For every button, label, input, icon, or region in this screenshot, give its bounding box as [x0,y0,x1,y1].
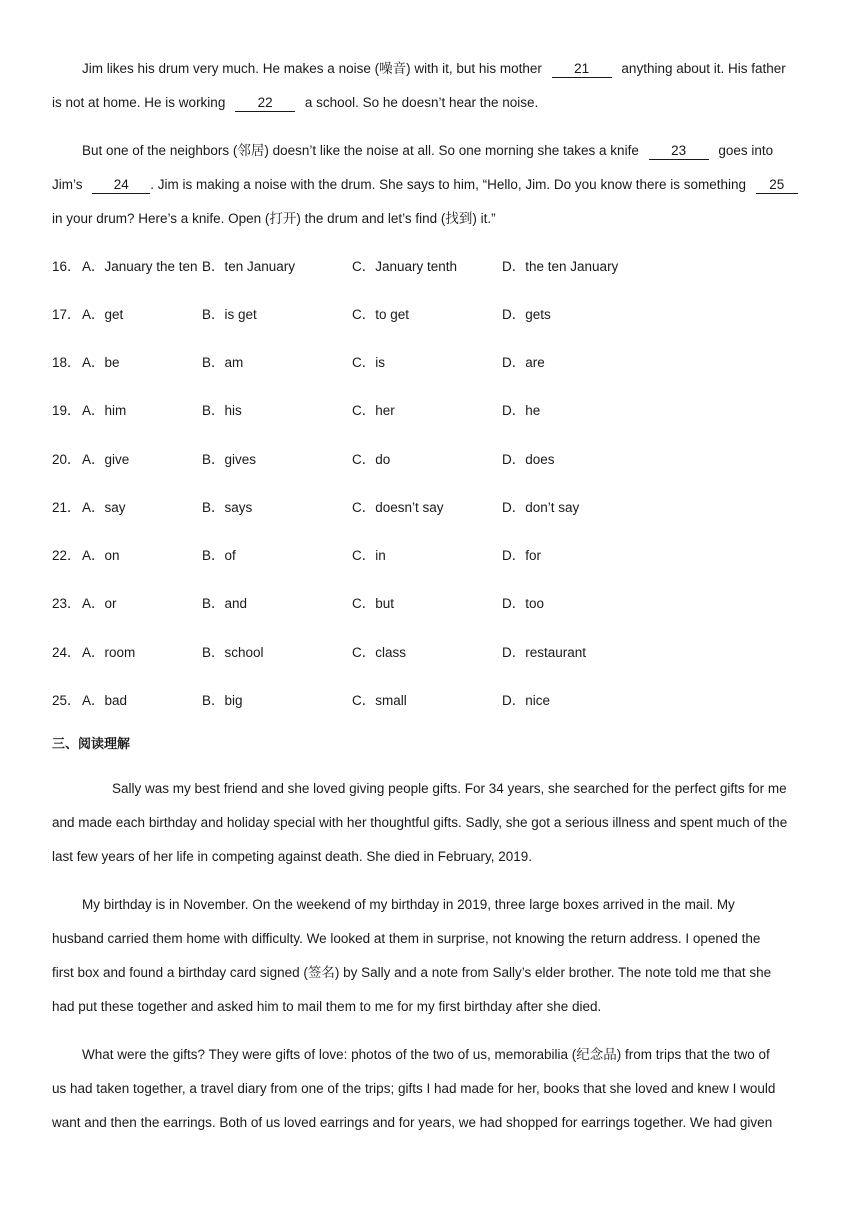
option-d[interactable]: D．gets [502,307,551,322]
cloze-text: a school. So he doesn’t hear the noise. [304,95,539,110]
option-b[interactable]: B．ten January [202,259,296,274]
cloze-text: Jim’s [52,177,83,192]
option-a[interactable]: A．on [82,548,120,563]
option-d[interactable]: D．does [502,452,555,467]
reading-p1-line1: Sally was my best friend and she loved giving people gifts. For 34 years, she searched for the perfect gifts for me [112,781,787,796]
option-c[interactable]: C．January tenth [352,259,458,274]
option-a[interactable]: A．January the ten [82,259,198,274]
question-number: 25． [52,693,81,708]
option-b[interactable]: B．school [202,645,264,660]
option-c[interactable]: C．is [352,355,385,370]
cloze-text: anything about it. His father [621,61,786,76]
reading-p2-line2: husband carried them home with difficulty. We looked at them in surprise, not knowing the return address. I opened the [52,931,761,946]
option-d[interactable]: D．don’t say [502,500,580,515]
cloze-p2-line2 [52,175,798,195]
question-number: 21． [52,500,81,515]
blank-24: 24 [92,177,150,194]
blank-23: 23 [649,143,709,160]
cloze-text: . Jim is making a noise with the drum. She says to him, “Hello, Jim. Do you know there is something [150,177,747,192]
blank-25: 25 [756,177,798,194]
option-d[interactable]: D．nice [502,693,551,708]
reading-p1-line2: and made each birthday and holiday special with her thoughtful gifts. Sadly, she got a serious illness and spent much of the [52,815,788,830]
cloze-p1-line1 [82,59,786,79]
question-number: 17． [52,307,81,322]
question-number: 23． [52,596,81,611]
option-d[interactable]: D．for [502,548,542,563]
option-b[interactable]: B．of [202,548,236,563]
option-d[interactable]: D．too [502,596,545,611]
option-b[interactable]: B．big [202,693,243,708]
option-a[interactable]: A．say [82,500,126,515]
cloze-text: goes into [718,143,774,158]
question-number: 24． [52,645,81,660]
option-c[interactable]: C．class [352,645,407,660]
option-b[interactable]: B．is get [202,307,257,322]
question-number: 18． [52,355,81,370]
option-a[interactable]: A．or [82,596,117,611]
option-c[interactable]: C．but [352,596,395,611]
option-b[interactable]: B．gives [202,452,257,467]
option-d[interactable]: D．the ten January [502,259,619,274]
cloze-text: But one of the neighbors (邻居) doesn’t like the noise at all. So one morning she takes a knife [82,143,639,158]
reading-p3-line2: us had taken together, a travel diary from one of the trips; gifts I had made for her, books that she loved and knew I would [52,1081,776,1096]
reading-p2-line4: had put these together and asked him to mail them to me for my first birthday after she died. [52,999,602,1014]
option-a[interactable]: A．be [82,355,120,370]
blank-21: 21 [552,61,612,78]
cloze-p2-line3: in your drum? Here’s a knife. Open (打开) the drum and let’s find (找到) it.” [52,211,496,226]
option-d[interactable]: D．restaurant [502,645,587,660]
question-number: 16． [52,259,81,274]
option-a[interactable]: A．give [82,452,130,467]
option-c[interactable]: C．to get [352,307,410,322]
blank-22: 22 [235,95,295,112]
reading-p1-line3: last few years of her life in competing against death. She died in February, 2019. [52,849,533,864]
option-b[interactable]: B．and [202,596,248,611]
reading-p2-line3: first box and found a birthday card signed (签名) by Sally and a note from Sally’s elder brother. The note told me that she [52,965,772,980]
option-c[interactable]: C．do [352,452,391,467]
option-d[interactable]: D．he [502,403,541,418]
cloze-p1-line2 [52,93,538,113]
question-number: 20． [52,452,81,467]
option-a[interactable]: A．get [82,307,124,322]
option-a[interactable]: A．room [82,645,136,660]
option-a[interactable]: A．bad [82,693,128,708]
option-a[interactable]: A．him [82,403,127,418]
question-number: 22． [52,548,81,563]
question-number: 19． [52,403,81,418]
reading-p3-line3: want and then the earrings. Both of us loved earrings and for years, we had shopped for earrings together. We had given [52,1115,773,1130]
cloze-p2-line1 [82,141,773,161]
option-b[interactable]: B．am [202,355,244,370]
cloze-text: is not at home. He is working [52,95,226,110]
option-c[interactable]: C．her [352,403,395,418]
reading-p2-line1: My birthday is in November. On the weekend of my birthday in 2019, three large boxes arrived in the mail. My [82,897,735,912]
option-c[interactable]: C．small [352,693,407,708]
option-d[interactable]: D．are [502,355,545,370]
reading-p3-line1: What were the gifts? They were gifts of love: photos of the two of us, memorabilia (纪念品) from trips that the two of [82,1047,770,1062]
option-c[interactable]: C．doesn’t say [352,500,444,515]
option-b[interactable]: B．his [202,403,242,418]
option-b[interactable]: B．says [202,500,253,515]
section-heading: 三、阅读理解 [52,737,131,752]
option-c[interactable]: C．in [352,548,386,563]
cloze-text: Jim likes his drum very much. He makes a noise (噪音) with it, but his mother [82,61,542,76]
